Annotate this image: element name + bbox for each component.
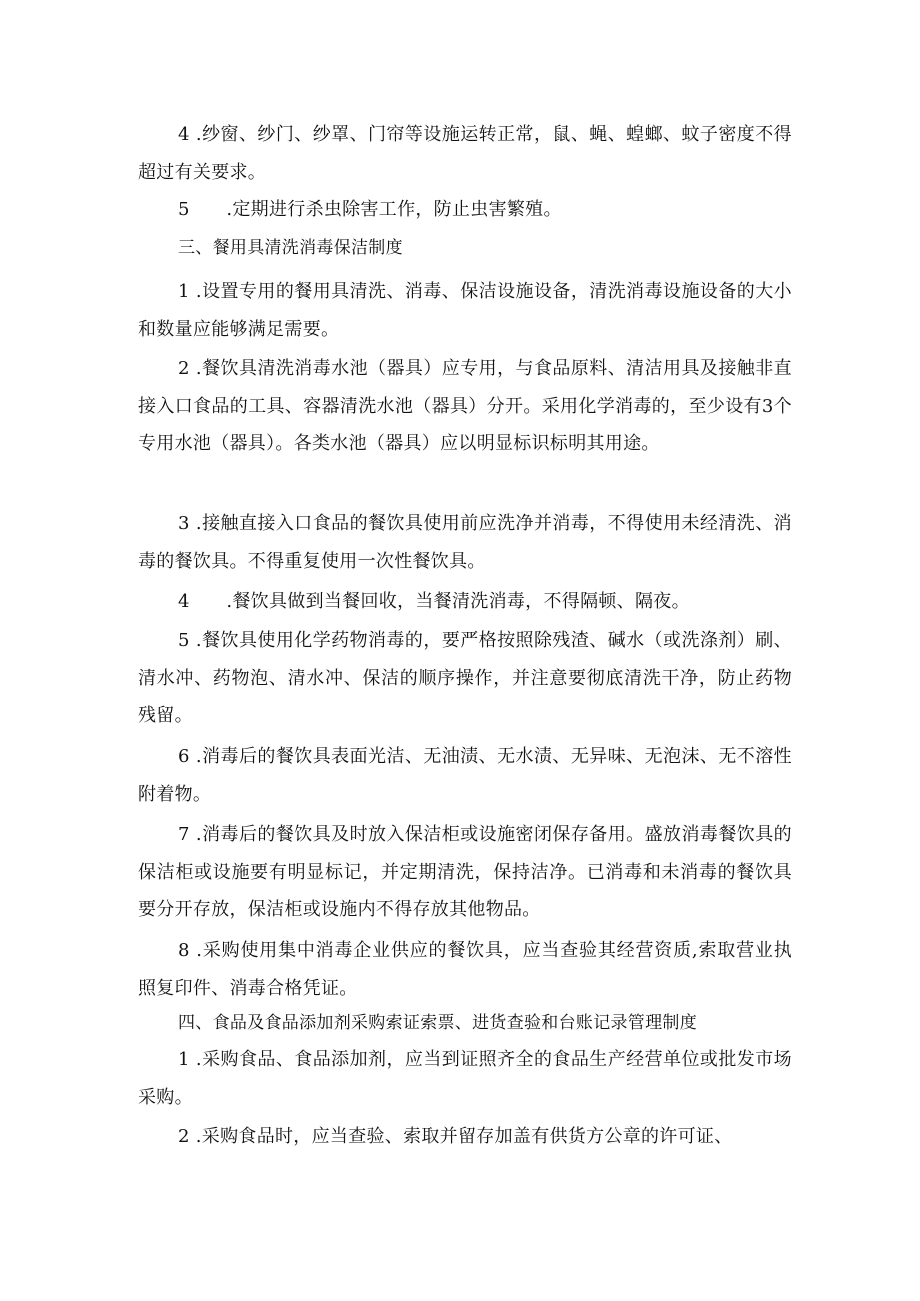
paragraph-3-8: 8 .采购使用集中消毒企业供应的餐饮具，应当查验其经营资质,索取营业执照复印件、消毒合格凭证。 xyxy=(138,940,792,999)
paragraph-3-3: 3 .接触直接入口食品的餐饮具使用前应洗净并消毒，不得使用未经清洗、消毒的餐饮具。不得重复使用一次性餐饮具。 xyxy=(138,513,792,572)
section-heading-4: 四、食品及食品添加剂采购索证索票、进货查验和台账记录管理制度 xyxy=(178,1013,697,1033)
paragraph-3-4: 4 .餐饮具做到当餐回收，当餐清洗消毒，不得隔顿、隔夜。 xyxy=(178,591,690,612)
paragraph-3-1: 1 .设置专用的餐用具清洗、消毒、保洁设施设备，清洗消毒设施设备的大小和数量应能够满足需要。 xyxy=(138,281,792,340)
paragraph-pest-5: 5 .定期进行杀虫除害工作，防止虫害繁殖。 xyxy=(178,199,562,220)
paragraph-3-2: 2 .餐饮具清洗消毒水池（器具）应专用，与食品原料、清洁用具及接触非直接入口食品的工具、容器清洗水池（器具）分开。采用化学消毒的，至少设有3个专用水池（器具）。各类水池（器具）应以明显标识标明其用途。 xyxy=(138,358,792,454)
section-heading-3: 三、餐用具清洗消毒保洁制度 xyxy=(178,238,403,258)
paragraph-3-6: 6 .消毒后的餐饮具表面光洁、无油渍、无水渍、无异味、无泡沫、无不溶性附着物。 xyxy=(138,746,792,805)
paragraph-4-1: 1 .采购食品、食品添加剂，应当到证照齐全的食品生产经营单位或批发市场采购。 xyxy=(138,1049,792,1108)
paragraph-4-2: 2 .采购食品时，应当查验、索取并留存加盖有供货方公章的许可证、 xyxy=(178,1126,733,1147)
paragraph-3-5: 5 .餐饮具使用化学药物消毒的，要严格按照除残渣、碱水（或洗涤剂）刷、清水冲、药物泡、清水冲、保洁的顺序操作，并注意要彻底清洗干净，防止药物残留。 xyxy=(138,630,792,726)
paragraph-3-7: 7 .消毒后的餐饮具及时放入保洁柜或设施密闭保存备用。盛放消毒餐饮具的保洁柜或设施要有明显标记，并定期清洗，保持洁净。已消毒和未消毒的餐饮具要分开存放，保洁柜或设施内不得存放其他物品。 xyxy=(138,824,792,920)
paragraph-pest-4: 4 .纱窗、纱门、纱罩、门帘等设施运转正常，鼠、蝇、蝗螂、蚊子密度不得超过有关要求。 xyxy=(138,124,792,183)
